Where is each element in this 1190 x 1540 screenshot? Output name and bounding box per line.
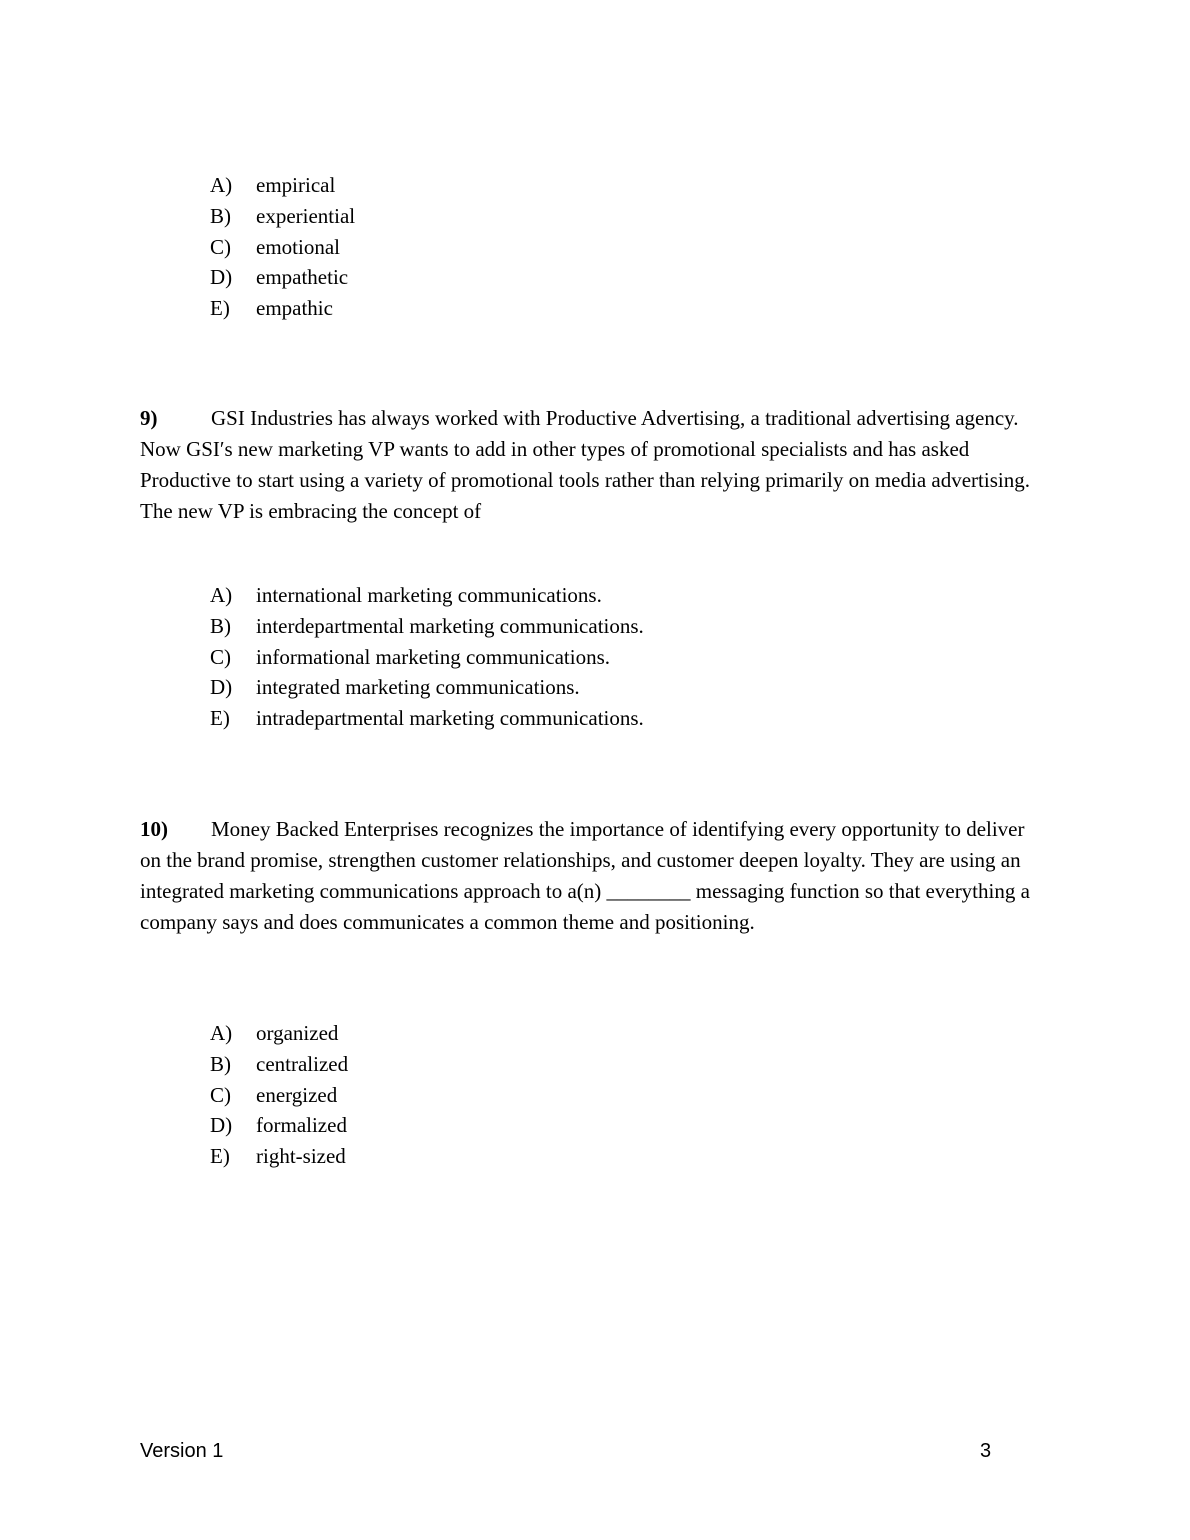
q9-option-c xyxy=(210,642,644,673)
q10-options xyxy=(210,1018,348,1172)
q10-option-b xyxy=(210,1049,348,1080)
option-letter: D) xyxy=(210,675,233,700)
option-letter: E) xyxy=(210,296,230,321)
q9-option-b xyxy=(210,611,644,642)
footer-version: Version 1 xyxy=(140,1440,224,1462)
option-text: empathetic xyxy=(256,265,349,290)
q10-option-a xyxy=(210,1018,348,1049)
q10-option-e xyxy=(210,1141,348,1172)
option-letter: B) xyxy=(210,203,231,228)
question-text: Money Backed Enterprises recognizes the importance of identifying every opportunity to deliver on the brand promise, strengthen customer relationships, and customer deepen loyalty. They are using an integrated marketing communications approach to a(n) ________ messaging function so that everything a company says and does communicates a common theme and positioning. xyxy=(140,817,1030,934)
q8-option-d xyxy=(210,262,355,293)
q8-options xyxy=(210,170,355,324)
question-text: GSI Industries has always worked with Productive Advertising, a traditional advertising agency. Now GSI′s new marketing VP wants to add in other types of promotional specialists and has asked Productive to start using a variety of promotional tools rather than relying primarily on media advertising. The new VP is embracing the concept of xyxy=(140,406,1030,523)
q10-option-d xyxy=(210,1110,348,1141)
option-letter: B) xyxy=(210,613,231,638)
option-text: integrated marketing communications. xyxy=(256,675,580,700)
option-text: organized xyxy=(256,1021,339,1045)
option-text: experiential xyxy=(256,203,356,228)
option-text: right-sized xyxy=(256,1144,346,1169)
option-letter: D) xyxy=(210,265,233,290)
option-text: empirical xyxy=(256,173,336,197)
option-text: formalized xyxy=(256,1113,347,1138)
option-letter: E) xyxy=(210,706,230,731)
option-text: informational marketing communications. xyxy=(256,644,610,669)
option-letter: C) xyxy=(210,1082,231,1107)
option-text: energized xyxy=(256,1082,338,1107)
option-text: interdepartmental marketing communications. xyxy=(256,613,644,638)
option-text: empathic xyxy=(256,296,333,321)
q9-option-d xyxy=(210,672,644,703)
option-letter: C) xyxy=(210,644,231,669)
option-letter: C) xyxy=(210,234,231,259)
question-9 xyxy=(140,403,1050,527)
option-letter: A) xyxy=(210,173,233,197)
q8-option-b xyxy=(210,201,355,232)
question-number: 10) xyxy=(140,817,168,841)
option-letter: D) xyxy=(210,1113,233,1138)
footer-page-number: 3 xyxy=(980,1440,992,1462)
q10-option-c xyxy=(210,1080,348,1111)
option-letter: A) xyxy=(210,1021,233,1045)
question-10 xyxy=(140,814,1050,938)
q8-option-c xyxy=(210,232,355,263)
q8-option-a xyxy=(210,170,355,201)
option-text: centralized xyxy=(256,1051,349,1076)
option-text: international marketing communications. xyxy=(256,583,602,607)
q9-option-a xyxy=(210,580,644,611)
option-letter: E) xyxy=(210,1144,230,1169)
option-text: emotional xyxy=(256,234,340,259)
question-number: 9) xyxy=(140,406,158,430)
q9-options xyxy=(210,580,644,734)
option-letter: A) xyxy=(210,583,233,607)
q8-option-e xyxy=(210,293,355,324)
option-text: intradepartmental marketing communications. xyxy=(256,706,644,731)
q9-option-e xyxy=(210,703,644,734)
option-letter: B) xyxy=(210,1051,231,1076)
